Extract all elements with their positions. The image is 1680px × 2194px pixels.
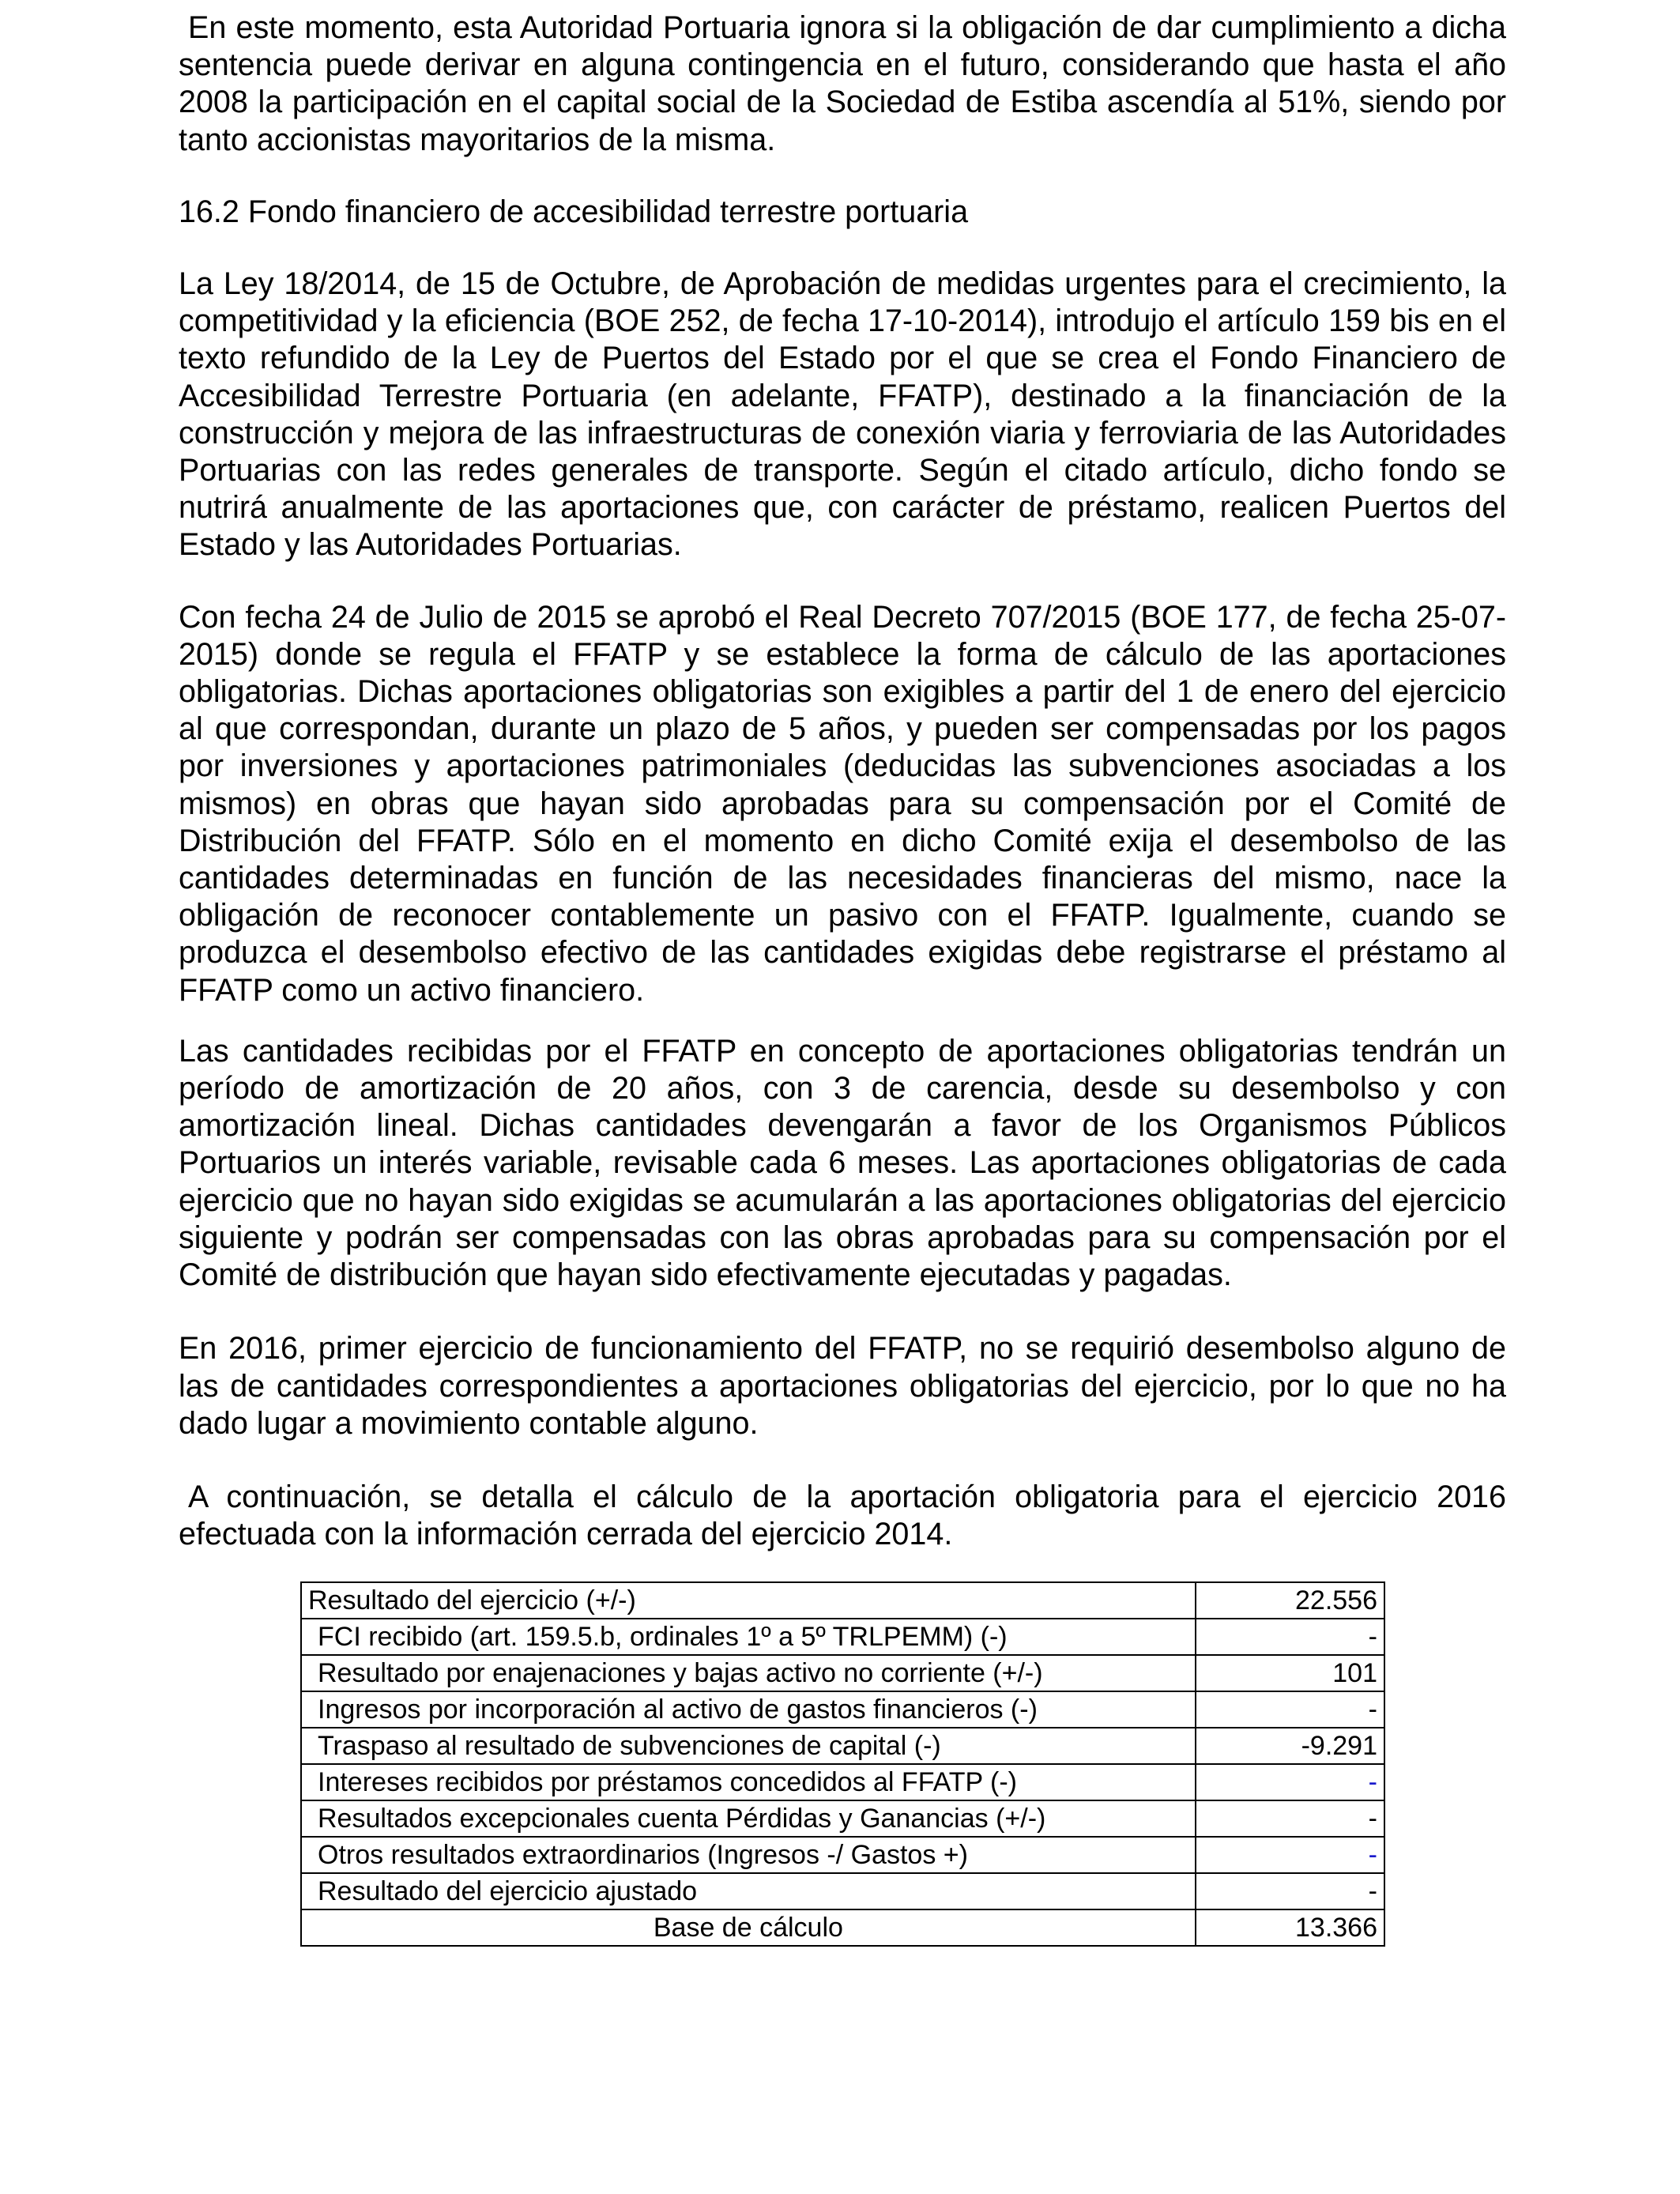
table-row <box>301 1582 1384 1619</box>
row-label: Resultado por enajenaciones y bajas activo no corriente (+/-) <box>301 1655 1196 1691</box>
paragraph-cantidades: Las cantidades recibidas por el FFATP en concepto de aportaciones obligatorias tendrán un período de amortización de 20 años, con 3 de carencia, desde su desembolso y con amortización lineal. Dichas cantidades devengarán a favor de los Organismos Públicos Portuarios un interés variable, revisable cada 6 meses. Las aportaciones obligatorias de cada ejercicio que no hayan sido exigidas se acumularán a las aportaciones obligatorias del ejercicio siguiente y podrán ser compensadas con las obras aprobadas para su compensación por el Comité de distribución que hayan sido efectivamente ejecutadas y pagadas. <box>179 1033 1506 1293</box>
table-row <box>301 1728 1384 1764</box>
table-row <box>301 1764 1384 1800</box>
row-label: Intereses recibidos por préstamos concedidos al FFATP (-) <box>301 1764 1196 1800</box>
paragraph-continuacion: A continuación, se detalla el cálculo de la aportación obligatoria para el ejercicio 2016 efectuada con la información cerrada del ejercicio 2014. <box>179 1479 1506 1552</box>
row-value: 101 <box>1196 1655 1384 1691</box>
row-label: Ingresos por incorporación al activo de gastos financieros (-) <box>301 1691 1196 1728</box>
row-label: Resultado del ejercicio (+/-) <box>301 1582 1196 1619</box>
document-page <box>179 9 1506 1553</box>
row-label: Traspaso al resultado de subvenciones de capital (-) <box>301 1728 1196 1764</box>
table-row <box>301 1619 1384 1655</box>
table-row-total <box>301 1909 1384 1946</box>
row-value: - <box>1196 1691 1384 1728</box>
row-label: Resultados excepcionales cuenta Pérdidas y Ganancias (+/-) <box>301 1800 1196 1837</box>
row-label: Base de cálculo <box>301 1909 1196 1946</box>
row-value: 13.366 <box>1196 1909 1384 1946</box>
row-value: - <box>1196 1837 1384 1873</box>
table-row <box>301 1837 1384 1873</box>
paragraph-ley-18-2014: La Ley 18/2014, de 15 de Octubre, de Aprobación de medidas urgentes para el crecimiento, la competitividad y la eficiencia (BOE 252, de fecha 17-10-2014), introdujo el artículo 159 bis en el texto refundido de la Ley de Puertos del Estado por el que se crea el Fondo Financiero de Accesibilidad Terrestre Portuaria (en adelante, FFATP), destinado a la financiación de la construcción y mejora de las infraestructuras de conexión viaria y ferroviaria de las Autoridades Portuarias con las redes generales de transporte. Según el citado artículo, dicho fondo se nutrirá anualmente de las aportaciones que, con carácter de préstamo, realicen Puertos del Estado y las Autoridades Portuarias. <box>179 266 1506 563</box>
section-heading: 16.2 Fondo financiero de accesibilidad terrestre portuaria <box>179 194 969 229</box>
row-value: 22.556 <box>1196 1582 1384 1619</box>
paragraph-contingencia: En este momento, esta Autoridad Portuaria ignora si la obligación de dar cumplimiento a dicha sentencia puede derivar en alguna contingencia en el futuro, considerando que hasta el año 2008 la participación en el capital social de la Sociedad de Estiba ascendía al 51%, siendo por tanto accionistas mayoritarios de la misma. <box>179 10 1506 157</box>
row-label: Resultado del ejercicio ajustado <box>301 1873 1196 1909</box>
row-value: -9.291 <box>1196 1728 1384 1764</box>
table-row <box>301 1800 1384 1837</box>
row-value: - <box>1196 1764 1384 1800</box>
table-row <box>301 1873 1384 1909</box>
row-value: - <box>1196 1800 1384 1837</box>
paragraph-real-decreto: Con fecha 24 de Julio de 2015 se aprobó el Real Decreto 707/2015 (BOE 177, de fecha 25-07-2015) donde se regula el FFATP y se establece la forma de cálculo de las aportaciones obligatorias. Dichas aportaciones obligatorias son exigibles a partir del 1 de enero del ejercicio al que correspondan, durante un plazo de 5 años, y pueden ser compensadas por los pagos por inversiones y aportaciones patrimoniales (deducidas las subvenciones asociadas a los mismos) en obras que hayan sido aprobadas para su compensación por el Comité de Distribución del FFATP. Sólo en el momento en dicho Comité exija el desembolso de las cantidades determinadas en función de las necesidades financieras del mismo, nace la obligación de reconocer contablemente un pasivo con el FFATP. Igualmente, cuando se produzca el desembolso efectivo de las cantidades exigidas debe registrarse el préstamo al FFATP como un activo financiero. <box>179 599 1506 1008</box>
row-label: Otros resultados extraordinarios (Ingresos -/ Gastos +) <box>301 1837 1196 1873</box>
row-value: - <box>1196 1873 1384 1909</box>
table-row <box>301 1691 1384 1728</box>
calculation-table <box>300 1581 1385 1947</box>
row-label: FCI recibido (art. 159.5.b, ordinales 1º a 5º TRLPEMM) (-) <box>301 1619 1196 1655</box>
row-value: - <box>1196 1619 1384 1655</box>
table-row <box>301 1655 1384 1691</box>
paragraph-2016: En 2016, primer ejercicio de funcionamiento del FFATP, no se requirió desembolso alguno de las de cantidades correspondientes a aportaciones obligatorias del ejercicio, por lo que no ha dado lugar a movimiento contable alguno. <box>179 1331 1506 1441</box>
